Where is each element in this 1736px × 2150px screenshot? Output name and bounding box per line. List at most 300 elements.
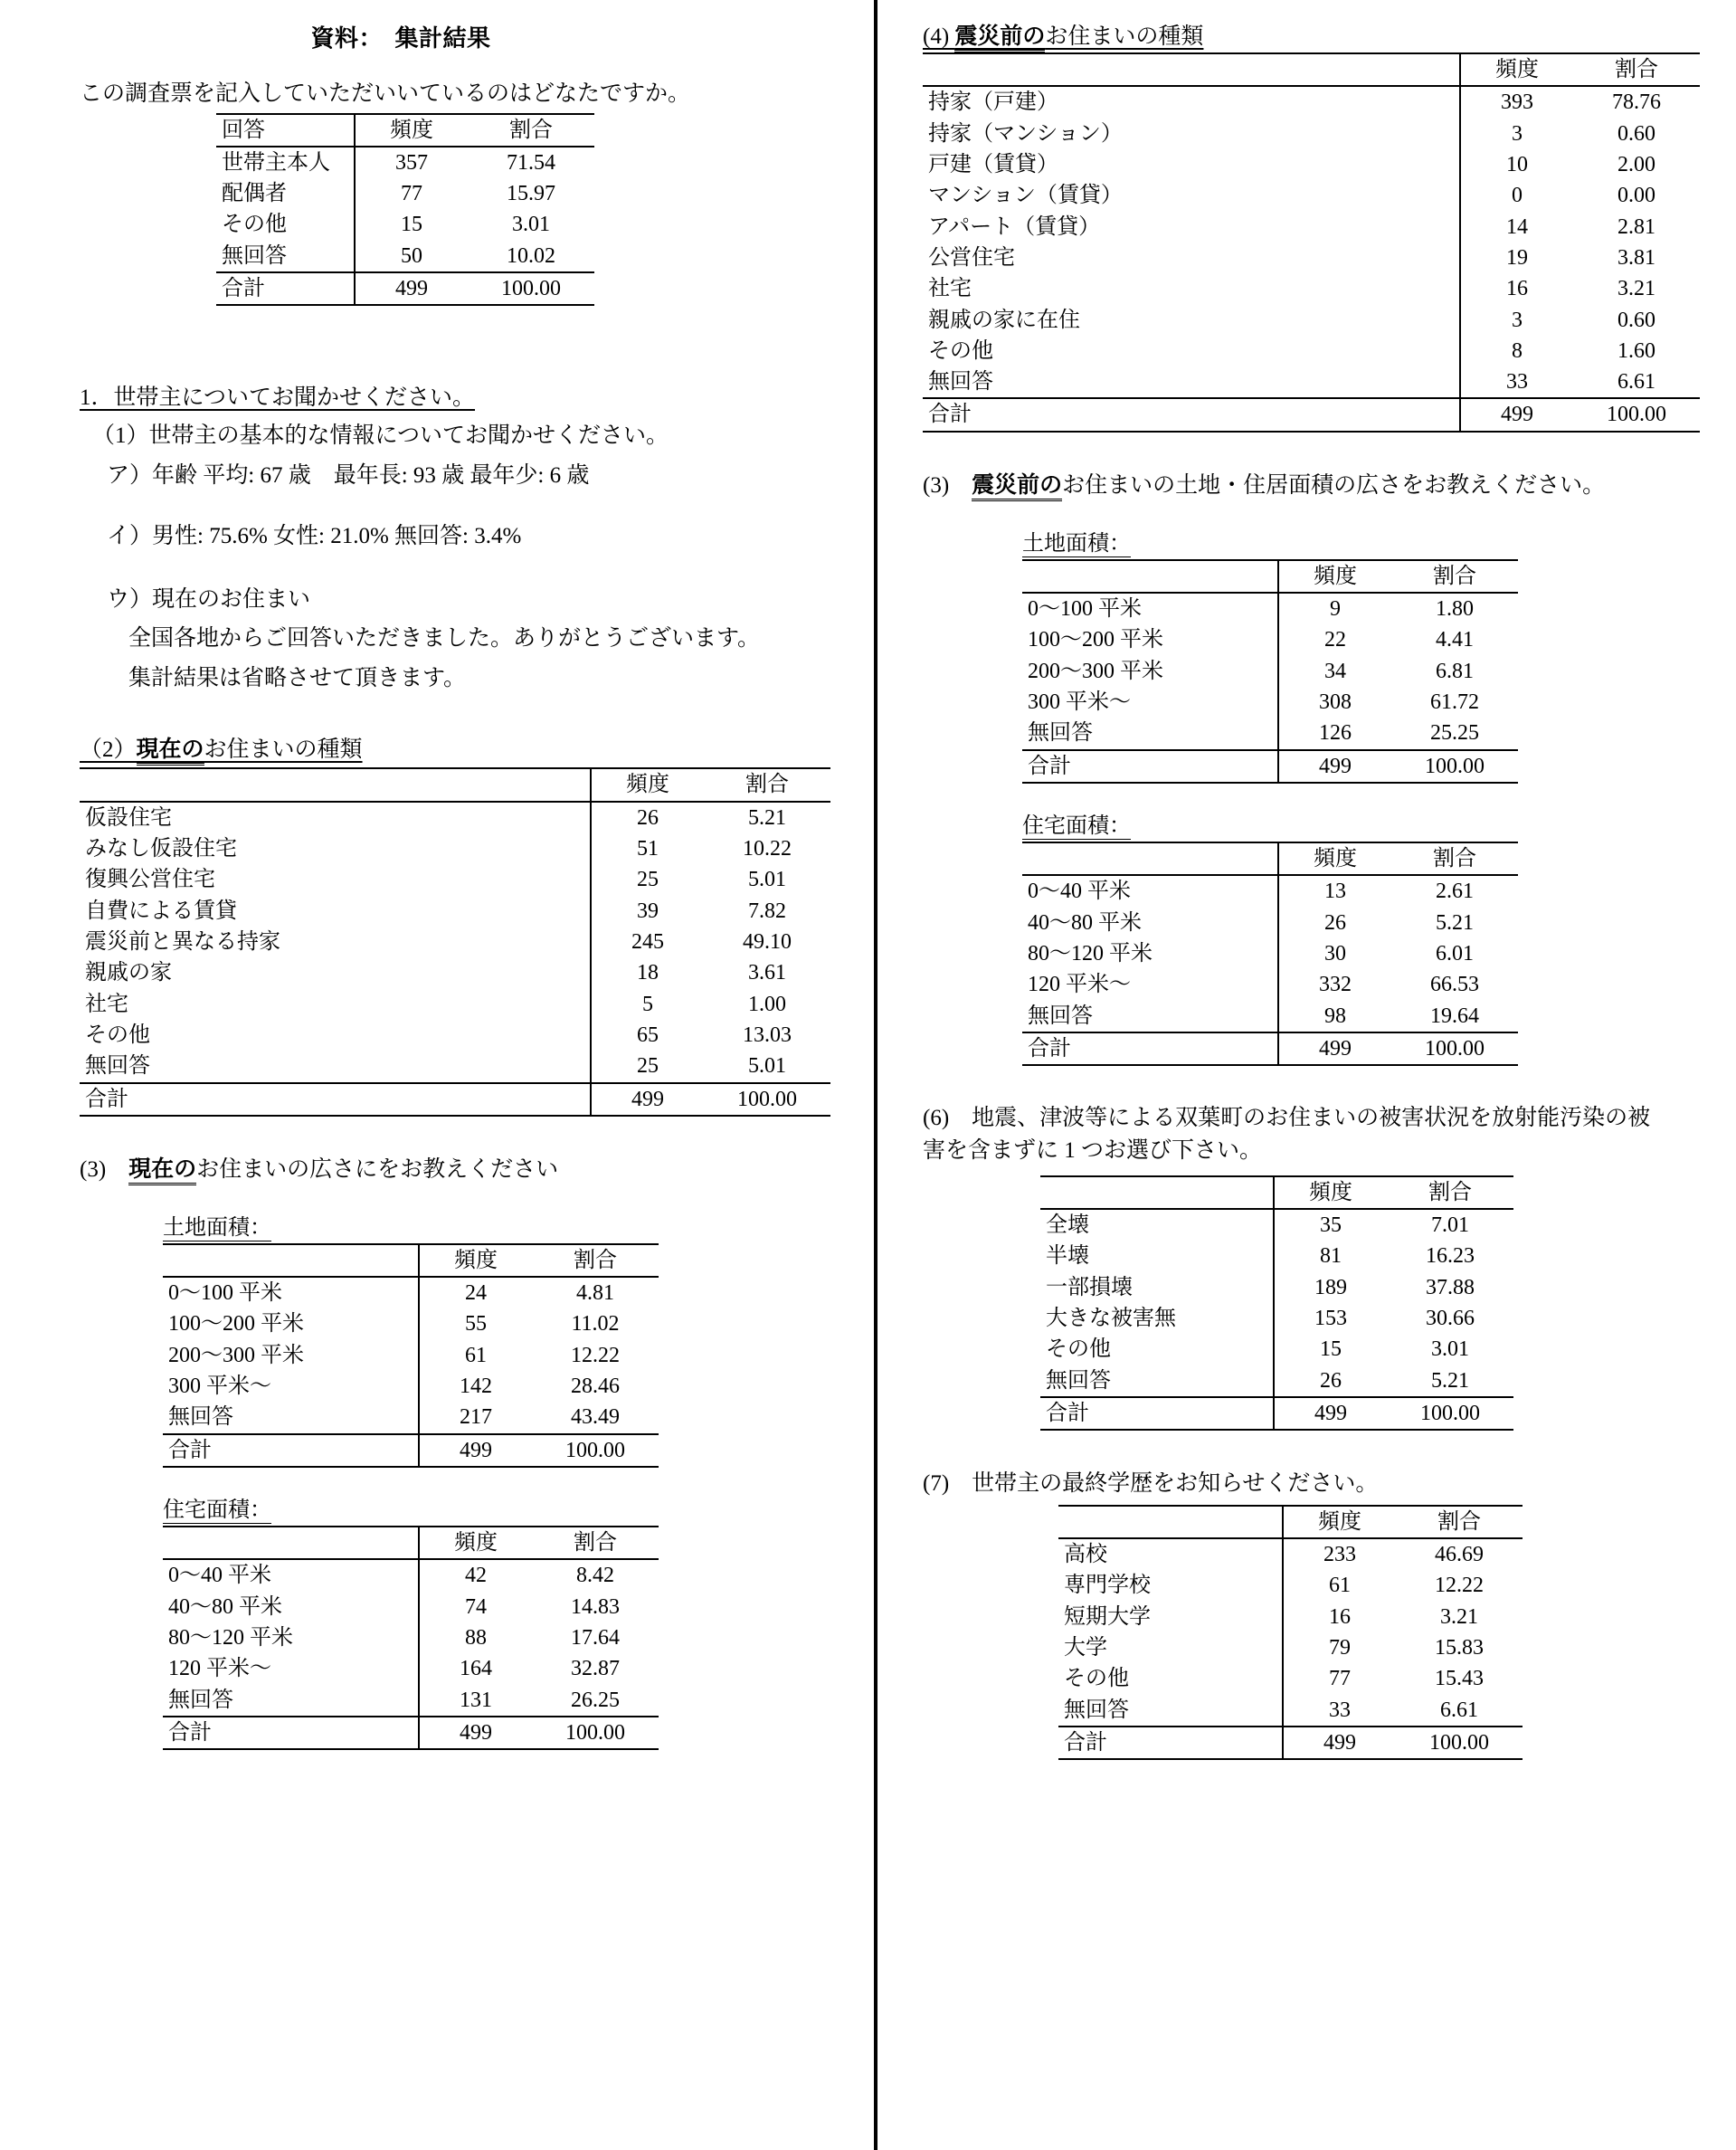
header-frequency: 頻度 [355,114,468,147]
table-header-row [1040,1176,1513,1209]
row-label: 無回答 [80,1051,591,1082]
total-freq: 499 [419,1717,532,1749]
table-row [923,273,1700,304]
section-3-land-table [163,1243,659,1468]
total-freq: 499 [419,1434,532,1467]
header-answer: 回答 [216,114,355,147]
row-pct: 12.22 [1435,1574,1484,1598]
row-label: 無回答 [1022,718,1278,749]
row-freq: 81 [1320,1244,1342,1269]
total-pct: 100.00 [704,1083,830,1116]
section-6-table [1040,1175,1513,1432]
table-header-row [923,53,1700,86]
row-pct: 43.49 [571,1405,620,1430]
table-row [1022,908,1518,938]
table-total-row [923,398,1700,431]
row-pct: 3.21 [1617,277,1655,301]
header-ratio: 割合 [532,1244,659,1277]
section-2-heading-prefix: （2） [80,737,137,763]
section-1-item-u-line1: 全国各地からご回答いただきました。ありがとうございます。 [128,626,761,652]
row-freq: 15 [1320,1337,1342,1362]
section-3-heading-prefix: (3) [80,1156,129,1182]
row-freq: 26 [591,802,704,833]
total-label: 合計 [1022,750,1278,783]
header-frequency: 頻度 [1274,1176,1387,1209]
table-header-row [1022,560,1518,593]
section-3-heading [80,1151,558,1184]
row-pct: 17.64 [571,1625,620,1650]
row-label: 世帯主本人 [216,147,355,178]
section-3pre-heading-rest: お住まいの土地・住居面積の広さをお教えください。 [1062,472,1606,498]
row-label: 120 平米〜 [163,1653,419,1684]
section-3-house-table [163,1526,659,1750]
table-total-row [163,1434,659,1467]
table-row [80,833,830,864]
row-freq: 61 [1329,1574,1351,1598]
section-4-heading [923,18,1203,51]
row-label: 300 平米〜 [163,1371,419,1402]
row-label: 大きな被害無 [1040,1303,1274,1334]
row-freq: 39 [637,899,659,923]
table-header-row [163,1527,659,1559]
row-freq: 98 [1324,1004,1346,1028]
row-label: 一部損壊 [1040,1272,1274,1303]
table-total-row [1040,1397,1513,1430]
row-freq: 8 [1512,338,1523,363]
row-pct: 10.22 [743,837,792,861]
row-freq: 25 [637,868,659,892]
header-blank [80,768,591,801]
section-1-item-u-line2: 集計結果は省略させて頂きます。 [128,665,467,690]
house-area-subtitle: 住宅面積： [163,1491,271,1524]
row-freq: 393 [1460,86,1573,118]
row-pct: 1.80 [1391,593,1518,624]
row-freq: 3 [1512,308,1523,332]
row-freq: 153 [1314,1306,1347,1330]
row-freq: 88 [465,1625,487,1650]
table-row [1058,1695,1523,1727]
table-row [1040,1365,1513,1397]
header-frequency: 頻度 [1283,1506,1396,1538]
row-pct: 78.76 [1573,86,1700,118]
row-label: その他 [923,336,1460,366]
table-total-row [163,1717,659,1749]
section-2-table [80,767,830,1116]
table-row [163,1371,659,1402]
total-label: 合計 [1058,1727,1283,1759]
row-freq: 77 [1329,1667,1351,1691]
row-label: 0〜40 平米 [163,1559,419,1591]
section-1-item-i: イ）男性: 75.6% 女性: 21.0% 無回答: 3.4% [107,524,522,549]
row-freq: 308 [1319,690,1352,714]
row-freq: 24 [419,1277,532,1308]
row-label: 親戚の家に在住 [923,305,1460,336]
table-row [163,1559,659,1591]
total-pct: 100.00 [468,272,594,305]
total-pct: 100.00 [532,1434,659,1467]
row-label: 無回答 [1040,1365,1274,1397]
section-4-table [923,52,1700,433]
row-freq: 14 [1506,214,1528,239]
table-row [80,989,830,1020]
header-ratio: 割合 [532,1527,659,1559]
row-pct: 7.82 [748,899,786,923]
table-row [1022,969,1518,1000]
header-blank [163,1527,419,1559]
section-3-heading-rest: お住まいの広さにをお教えください [196,1156,559,1182]
row-label: 自費による賃貸 [80,896,591,927]
total-pct: 100.00 [532,1717,659,1749]
pre-land-area-subtitle: 土地面積： [1022,525,1131,557]
page-title: 資料： 集計結果 [310,25,491,52]
table-row [80,1020,830,1051]
row-pct: 49.10 [743,929,792,954]
table-row [1022,718,1518,749]
table-row [163,1340,659,1371]
total-pct: 100.00 [1573,398,1700,431]
row-label: 0〜100 平米 [1022,593,1278,624]
total-freq: 499 [1278,750,1391,783]
table-row [163,1592,659,1622]
table-row [923,305,1700,336]
row-label: 無回答 [163,1402,419,1433]
table-row [1022,656,1518,687]
row-pct: 0.60 [1617,308,1655,332]
row-pct: 3.81 [1617,245,1655,270]
table-header-row [216,114,594,147]
row-freq: 35 [1274,1209,1387,1241]
right-column [914,0,1736,1760]
row-pct: 6.61 [1617,370,1655,395]
table-row [1040,1334,1513,1365]
row-label: 200〜300 平米 [163,1340,419,1371]
row-pct: 66.53 [1430,973,1479,997]
row-label: その他 [80,1020,591,1051]
row-label: 復興公営住宅 [80,864,591,895]
row-label: 80〜120 平米 [1022,938,1278,969]
header-frequency: 頻度 [1278,842,1391,875]
table-row [80,864,830,895]
table-row [1058,1632,1523,1663]
row-freq: 55 [465,1312,487,1337]
row-pct: 11.02 [571,1312,620,1337]
row-freq: 65 [637,1023,659,1047]
row-label: 高校 [1058,1538,1283,1570]
row-pct: 4.81 [532,1277,659,1308]
row-label: 半壊 [1040,1241,1274,1271]
row-pct: 5.21 [1431,1368,1469,1393]
row-pct: 12.22 [571,1343,620,1367]
table-row [923,149,1700,180]
row-pct: 6.61 [1440,1698,1478,1722]
row-label: その他 [1058,1663,1283,1694]
table-row [1022,624,1518,655]
table-row [1058,1663,1523,1694]
row-freq: 15 [401,213,422,237]
header-blank [163,1244,419,1277]
header-ratio: 割合 [468,114,594,147]
row-freq: 332 [1319,973,1352,997]
row-label: 持家（マンション） [923,119,1460,149]
row-label: その他 [216,209,355,240]
row-label: 無回答 [216,241,355,272]
row-label: 40〜80 平米 [1022,908,1278,938]
header-frequency: 頻度 [591,768,704,801]
row-freq: 18 [637,961,659,985]
row-pct: 5.21 [1436,910,1474,935]
table-row [1040,1272,1513,1303]
row-label: 持家（戸建） [923,86,1460,118]
section-3-heading-emph: 現在の [128,1157,196,1185]
header-ratio: 割合 [1391,560,1518,593]
table-row [80,896,830,927]
table-row [80,1051,830,1082]
row-pct: 61.72 [1430,690,1479,714]
header-blank [1022,842,1278,875]
table-row [1040,1209,1513,1241]
row-pct: 14.83 [571,1594,620,1619]
table-total-row [1022,1032,1518,1065]
row-label: 短期大学 [1058,1602,1283,1632]
header-ratio: 割合 [1387,1176,1513,1209]
table-row [163,1622,659,1653]
row-pct: 3.01 [1431,1337,1469,1362]
row-label: 100〜200 平米 [163,1308,419,1339]
row-label: 配偶者 [216,178,355,209]
section-2-heading-emph: 現在の [137,737,204,766]
row-pct: 3.21 [1440,1604,1478,1629]
row-label: 0〜40 平米 [1022,875,1278,907]
section-3pre-heading-prefix: (3) [923,472,972,498]
row-pct: 37.88 [1426,1275,1475,1299]
row-freq: 13 [1278,875,1391,907]
row-label: みなし仮設住宅 [80,833,591,864]
row-pct: 7.01 [1387,1209,1513,1241]
row-pct: 19.64 [1430,1004,1479,1028]
section-1-heading: 1．世帯主についてお聞かせください。 [80,385,476,411]
row-label: 社宅 [80,989,591,1020]
row-label: 40〜80 平米 [163,1592,419,1622]
section-1-sub1: （1）世帯主の基本的な情報についてお聞かせください。 [92,423,669,449]
table-row [1022,593,1518,624]
row-label: 無回答 [163,1685,419,1717]
row-label: 震災前と異なる持家 [80,927,591,957]
table-row [1040,1241,1513,1271]
land-area-subtitle: 土地面積： [163,1209,271,1241]
total-freq: 499 [591,1083,704,1116]
section-4-heading-prefix: (4) [923,24,955,49]
row-label: 無回答 [923,366,1460,398]
row-label: 0〜100 平米 [163,1277,419,1308]
row-freq: 357 [355,147,468,178]
row-freq: 10 [1506,152,1528,176]
row-pct: 6.01 [1436,941,1474,966]
row-label: 無回答 [1022,1001,1278,1032]
total-label: 合計 [80,1083,591,1116]
row-freq: 79 [1329,1635,1351,1660]
section-2-heading [80,731,363,764]
header-frequency: 頻度 [419,1527,532,1559]
row-freq: 3 [1512,121,1523,146]
row-label: アパート（賃貸） [923,212,1460,243]
table-row [923,86,1700,118]
row-pct: 46.69 [1396,1538,1523,1570]
row-pct: 3.01 [512,213,550,237]
row-pct: 10.02 [507,243,555,268]
table-header-row [1058,1506,1523,1538]
row-freq: 22 [1324,628,1346,652]
row-freq: 26 [1320,1368,1342,1393]
row-pct: 26.25 [571,1688,620,1712]
row-freq: 61 [465,1343,487,1367]
row-label: 80〜120 平米 [163,1622,419,1653]
row-freq: 77 [401,182,422,206]
section-6-heading-line1: (6) 地震、津波等による双葉町のお住まいの被害状況を放射能汚染の被 [923,1106,1651,1131]
row-freq: 42 [419,1559,532,1591]
row-freq: 51 [637,837,659,861]
table-row [1022,875,1518,907]
row-freq: 189 [1314,1275,1347,1299]
row-freq: 233 [1283,1538,1396,1570]
row-label: 社宅 [923,273,1460,304]
section-3pre-heading-emph: 震災前の [972,473,1062,501]
row-freq: 164 [460,1657,492,1681]
row-label: 仮設住宅 [80,802,591,833]
table-row [923,119,1700,149]
row-pct: 25.25 [1430,721,1479,746]
total-label: 合計 [1022,1032,1278,1065]
section-7-table [1058,1505,1523,1761]
row-freq: 50 [401,243,422,268]
total-pct: 100.00 [1396,1727,1523,1759]
section-3pre-heading [923,467,1605,499]
row-pct: 71.54 [468,147,594,178]
header-ratio: 割合 [1391,842,1518,875]
row-freq: 9 [1278,593,1391,624]
table-row [163,1685,659,1717]
total-label: 合計 [163,1717,419,1749]
header-blank [923,53,1460,86]
table-row [1022,1001,1518,1032]
row-pct: 5.21 [704,802,830,833]
header-blank [1058,1506,1283,1538]
header-frequency: 頻度 [1460,53,1573,86]
pre-house-area-subtitle: 住宅面積： [1022,807,1131,840]
table-row [163,1402,659,1433]
header-blank [1022,560,1278,593]
table-row [80,802,830,833]
header-frequency: 頻度 [1278,560,1391,593]
table-row [923,180,1700,211]
table-row [923,243,1700,273]
row-pct: 3.61 [748,961,786,985]
total-freq: 499 [355,272,468,305]
row-label: 専門学校 [1058,1570,1283,1601]
table-row [216,178,594,209]
row-freq: 217 [460,1405,492,1430]
row-pct: 0.00 [1617,184,1655,208]
table-row [923,366,1700,398]
table-row [163,1308,659,1339]
table-header-row [80,768,830,801]
header-ratio: 割合 [704,768,830,801]
row-label: マンション（賃貸） [923,180,1460,211]
row-label: 100〜200 平米 [1022,624,1278,655]
row-pct: 16.23 [1426,1244,1475,1269]
total-freq: 499 [1460,398,1573,431]
total-pct: 100.00 [1391,750,1518,783]
row-pct: 6.81 [1436,659,1474,683]
row-pct: 4.41 [1436,628,1474,652]
header-ratio: 割合 [1573,53,1700,86]
header-blank [1040,1176,1274,1209]
row-pct: 5.01 [748,1054,786,1079]
table-row [1058,1570,1523,1601]
table-header-row [163,1244,659,1277]
row-freq: 142 [460,1375,492,1399]
table-total-row [80,1083,830,1116]
row-pct: 15.43 [1435,1667,1484,1691]
row-label: 親戚の家 [80,957,591,988]
row-pct: 13.03 [743,1023,792,1047]
total-label: 合計 [1040,1397,1274,1430]
row-label: 戸建（賃貸） [923,149,1460,180]
row-freq: 5 [642,992,653,1016]
total-pct: 100.00 [1387,1397,1513,1430]
table-header-row [1022,842,1518,875]
table-row [216,241,594,272]
row-freq: 16 [1506,277,1528,301]
row-freq: 126 [1319,721,1352,746]
section-4-heading-rest: お住まいの種類 [1045,24,1204,49]
row-pct: 5.01 [748,868,786,892]
table-row [80,927,830,957]
section-1-item-a: ア）年齢 平均: 67 歳 最年長: 93 歳 最年少: 6 歳 [107,462,590,488]
row-freq: 131 [460,1688,492,1712]
row-freq: 33 [1506,370,1528,395]
table-row [1040,1303,1513,1334]
row-label: 全壊 [1040,1209,1274,1241]
row-pct: 28.46 [571,1375,620,1399]
row-freq: 19 [1506,245,1528,270]
table-row [923,336,1700,366]
table-row [1058,1602,1523,1632]
table-row [216,209,594,240]
section-7-heading: (7) 世帯主の最終学歴をお知らせください。 [923,1471,1379,1497]
table-total-row [216,272,594,305]
total-freq: 499 [1283,1727,1396,1759]
row-label: 300 平米〜 [1022,687,1278,718]
row-freq: 26 [1324,910,1346,935]
row-freq: 25 [637,1054,659,1079]
section-3pre-land-table [1022,559,1518,784]
left-column [0,0,876,1750]
row-pct: 15.97 [507,182,555,206]
table-row [1022,938,1518,969]
total-freq: 499 [1274,1397,1387,1430]
table-row [1058,1538,1523,1570]
table-row [80,957,830,988]
header-ratio: 割合 [1396,1506,1523,1538]
row-label: 公営住宅 [923,243,1460,273]
total-label: 合計 [923,398,1460,431]
row-freq: 33 [1329,1698,1351,1722]
row-label: その他 [1040,1334,1274,1365]
row-pct: 30.66 [1426,1306,1475,1330]
intro-frequency-table [216,113,594,307]
row-freq: 16 [1329,1604,1351,1629]
table-row [163,1653,659,1684]
